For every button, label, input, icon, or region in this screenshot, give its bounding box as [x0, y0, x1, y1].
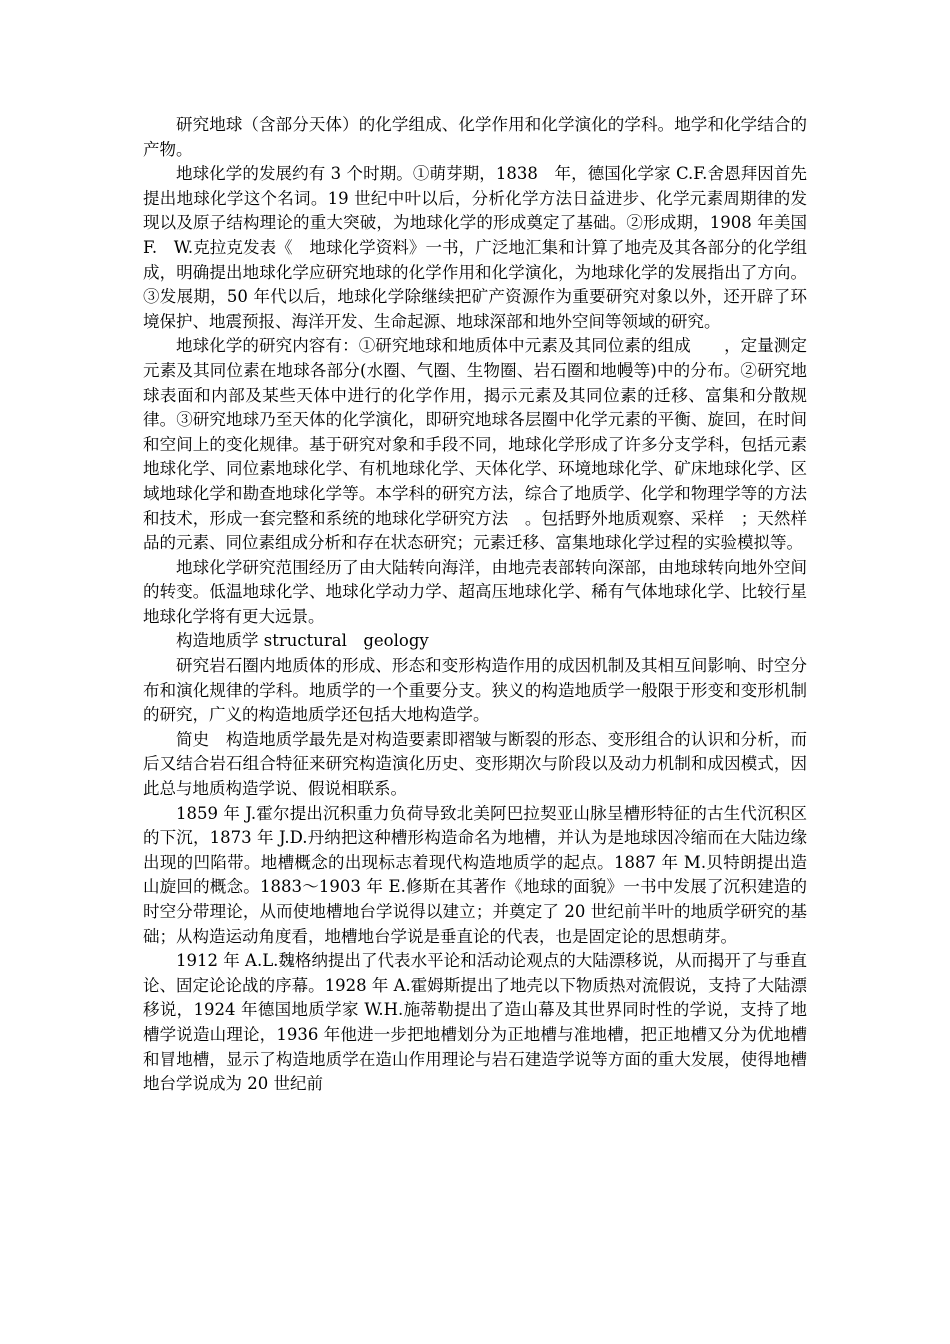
paragraph-geochemistry-content: 地球化学的研究内容有：①研究地球和地质体中元素及其同位素的组成 ，定量测定元素及其同位素在地球各部分(水圈、气圈、生物圈、岩石圈和地幔等)中的分布。②研究地球表面和内部及某些天体中进行的化学作用，揭示元素及其同位素的迁移、富集和分散规律。③研究地球乃至天体的化学演化，即研究地球各层圈中化学元素的平衡、旋回，在时间和空间上的变化规律。基于研究对象和手段不同，地球化学形成了许多分支学科，包括元素地球化学、同位素地球化学、有机地球化学、天体化学、环境地球化学、矿床地球化学、区域地球化学和勘查地球化学等。本学科的研究方法，综合了地质学、化学和物理学等的方法和技术，形成一套完整和系统的地球化学研究方法 。包括野外地质观察、采样 ；天然样品的元素、同位素组成分析和存在状态研究；元素迁移、富集地球化学过程的实验模拟等。 [143, 336, 807, 553]
paragraph-brief-history: 简史 构造地质学最先是对构造要素即褶皱与断裂的形态、变形组合的认识和分析，而后又结合岩石组合特征来研究构造演化历史、变形期次与阶段以及动力机制和成因模式，因此总与地质构造学说、假说相联系。 [143, 729, 807, 799]
paragraph-geosyncline-history: 1859 年 J.霍尔提出沉积重力负荷导致北美阿巴拉契亚山脉呈槽形特征的古生代沉积区的下沉，1873 年 J.D.丹纳把这种槽形构造命名为地槽，并认为是地球因冷缩而在大陆边缘出现的凹陷带。地槽概念的出现标志着现代构造地质学的起点。1887 年 M.贝特朗提出造山旋回的概念。1883～1903 年 E.修斯在其著作《地球的面貌》一书中发展了沉积建造的时空分带理论，从而使地槽地台学说得以建立；并奠定了 20 世纪前半叶的地质学研究的基础；从构造运动角度看，地槽地台学说是垂直论的代表，也是固定论的思想萌芽。 [143, 803, 807, 946]
document-body [143, 113, 807, 1097]
paragraph-structural-geology-definition: 研究岩石圈内地质体的形成、形态和变形构造作用的成因机制及其相互间影响、时空分布和演化规律的学科。地质学的一个重要分支。狭义的构造地质学一般限于形变和变形机制的研究，广义的构造地质学还包括大地构造学。 [143, 656, 807, 725]
section-heading-structural-geology: 构造地质学 structural geology [176, 631, 429, 651]
paragraph-geochemistry-scope: 地球化学研究范围经历了由大陆转向海洋，由地壳表部转向深部，由地球转向地外空间的转变。低温地球化学、地球化学动力学、超高压地球化学、稀有气体地球化学、比较行星地球化学将有更大远景。 [143, 557, 807, 626]
paragraph-geochemistry-definition: 研究地球（含部分天体）的化学组成、化学作用和化学演化的学科。地学和化学结合的产物。 [143, 115, 807, 159]
paragraph-continental-drift: 1912 年 A.L.魏格纳提出了代表水平论和活动论观点的大陆漂移说，从而揭开了与垂直论、固定论论战的序幕。1928 年 A.霍姆斯提出了地壳以下物质热对流假说，支持了大陆漂移说，1924 年德国地质学家 W.H.施蒂勒提出了造山幕及其世界同时性的学说，支持了地槽学说造山理论，1936 年他进一步把地槽划分为正地槽与准地槽，把正地槽又分为优地槽和冒地槽，显示了构造地质学在造山作用理论与岩石建造学说等方面的重大发展，使得地槽地台学说成为 20 世纪前 [143, 951, 807, 1094]
paragraph-geochemistry-history: 地球化学的发展约有 3 个时期。①萌芽期，1838 年，德国化学家 C.F.舍恩拜因首先提出地球化学这个名词。19 世纪中叶以后，分析化学方法日益进步、化学元素周期律的发现以及原子结构理论的重大突破，为地球化学的形成奠定了基础。②形成期，1908 年美国 F. W.克拉克发表《 地球化学资料》一书，广泛地汇集和计算了地壳及其各部分的化学组成，明确提出地球化学应研究地球的化学作用和化学演化，为地球化学的发展指出了方向。③发展期，50 年代以后，地球化学除继续把矿产资源作为重要研究对象以外，还开辟了环境保护、地震预报、海洋开发、生命起源、地球深部和地外空间等领域的研究。 [143, 164, 807, 331]
